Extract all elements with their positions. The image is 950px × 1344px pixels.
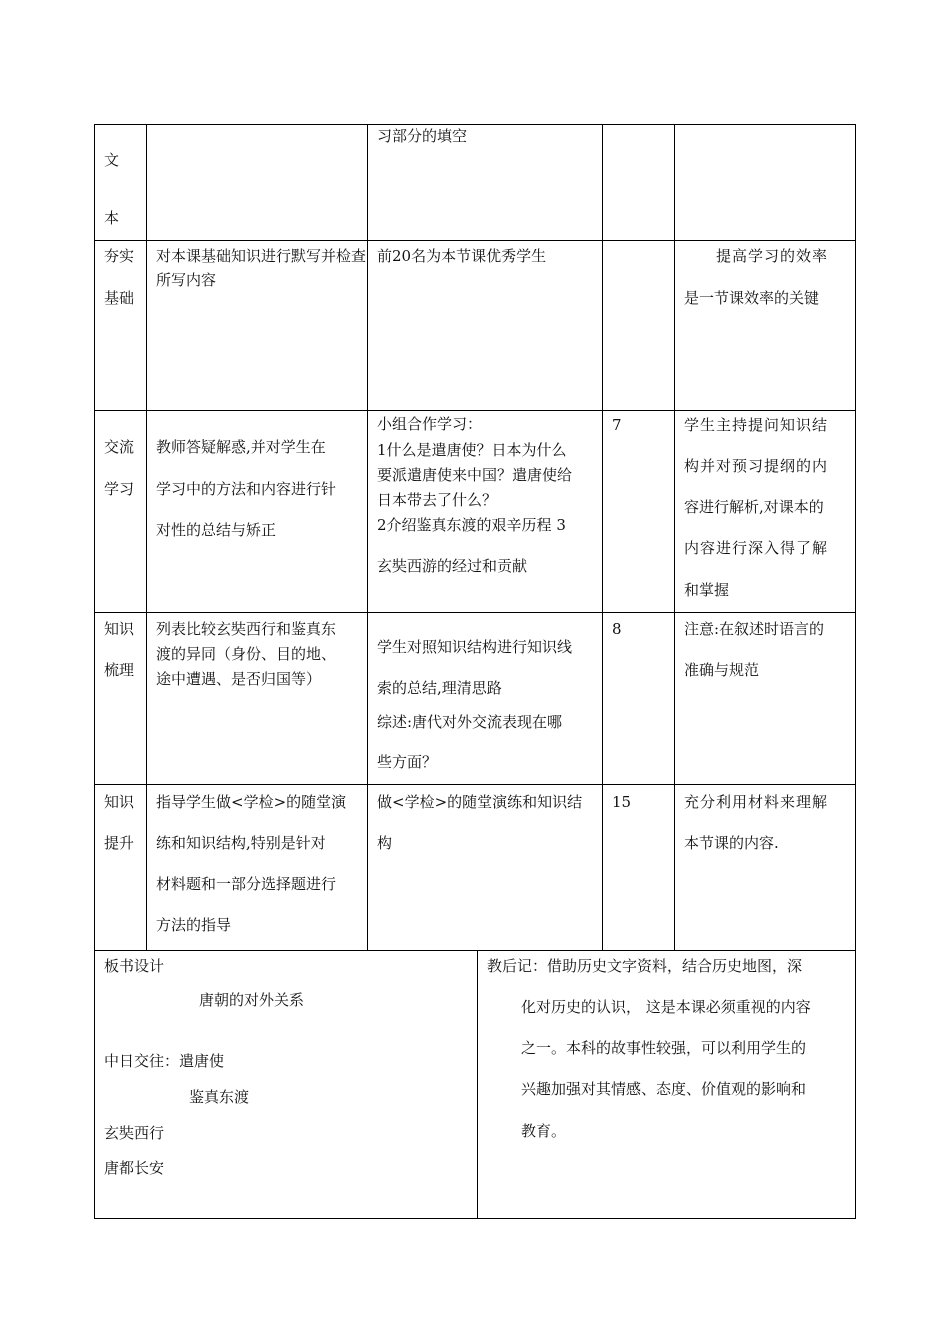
design-intent: 内容进行深入得了解	[684, 539, 829, 557]
teacher-activity: 练和知识结构,特别是针对	[156, 834, 326, 852]
student-activity: 构	[377, 834, 393, 852]
teacher-activity: 对性的总结与矫正	[156, 521, 277, 539]
design-intent: 充分利用材料来理解	[684, 793, 829, 811]
student-activity: 习部分的填空	[377, 127, 468, 145]
design-intent: 构并对预习提纲的内	[684, 457, 829, 475]
design-intent: 本节课的内容.	[684, 834, 779, 852]
reflection-line: 之一。本科的故事性较强，可以利用学生的	[521, 1039, 807, 1057]
row-label: 文	[104, 151, 120, 169]
table-border-left	[94, 124, 95, 1219]
minutes: 15	[612, 793, 632, 811]
design-intent: 容进行解析,对课本的	[684, 498, 824, 516]
teacher-activity: 材料题和一部分选择题进行	[156, 875, 337, 893]
board-line: 中日交往：遣唐使	[104, 1052, 225, 1070]
teacher-activity: 学习中的方法和内容进行针	[156, 480, 337, 498]
student-activity: 学生对照知识结构进行知识线	[377, 638, 573, 656]
row-divider	[94, 410, 856, 411]
student-activity: 索的总结,理清思路	[377, 679, 502, 697]
column-divider	[367, 124, 368, 950]
reflection-line: 化对历史的认识， 这是本课必须重视的内容	[521, 998, 811, 1016]
row-label: 学习	[104, 480, 135, 498]
design-intent: 准确与规范	[684, 661, 760, 679]
row-label: 知识	[104, 793, 135, 811]
column-divider	[674, 124, 675, 950]
teacher-activity: 教师答疑解惑,并对学生在	[156, 438, 326, 456]
teacher-activity: 指导学生做<学检>的随堂演	[156, 793, 347, 811]
bottom-section-divider	[477, 950, 478, 1218]
student-activity: 玄奘西游的经过和贡献	[377, 557, 528, 575]
design-intent: 提高学习的效率	[716, 247, 829, 265]
reflection-line: 教育。	[521, 1122, 567, 1140]
student-activity: 做<学检>的随堂演练和知识结	[377, 793, 583, 811]
student-activity: 小组合作学习：	[377, 415, 483, 433]
column-divider	[146, 124, 147, 950]
reflection-line: 兴趣加强对其情感、态度、价值观的影响和	[521, 1080, 807, 1098]
student-activity: 要派遣唐使来中国？遣唐使给	[377, 466, 573, 484]
design-intent: 是一节课效率的关键	[684, 289, 820, 307]
row-label: 提升	[104, 834, 135, 852]
table-border-right	[855, 124, 856, 1219]
student-activity: 日本带去了什么？	[377, 491, 498, 509]
design-intent: 注意:在叙述时语言的	[684, 620, 825, 638]
design-intent: 和掌握	[684, 581, 730, 599]
row-divider	[94, 612, 856, 613]
minutes: 7	[612, 416, 622, 434]
row-divider	[94, 950, 856, 951]
row-label: 本	[104, 209, 120, 227]
row-label: 夯实	[104, 247, 135, 265]
student-activity: 综述:唐代对外交流表现在哪	[377, 713, 563, 731]
column-divider	[602, 124, 603, 950]
row-label: 基础	[104, 289, 135, 307]
board-line: 鉴真东渡	[189, 1088, 250, 1106]
row-label: 梳理	[104, 661, 135, 679]
board-line: 唐都长安	[104, 1159, 165, 1177]
table-border-top	[94, 124, 856, 125]
row-divider	[94, 784, 856, 785]
teacher-activity: 列表比较玄奘西行和鉴真东	[156, 620, 337, 638]
teacher-activity: 方法的指导	[156, 916, 232, 934]
row-label: 知识	[104, 620, 135, 638]
student-activity: 1什么是遣唐使？日本为什么	[377, 441, 567, 459]
row-divider	[94, 240, 856, 241]
reflection-line: 教后记：借助历史文字资料，结合历史地图，深	[487, 957, 803, 975]
student-activity: 2介绍鉴真东渡的艰辛历程 3	[377, 516, 566, 534]
row-label: 交流	[104, 438, 135, 456]
teacher-activity: 渡的异同（身份、目的地、	[156, 645, 337, 663]
teacher-activity: 途中遭遇、是否归国等）	[156, 670, 322, 688]
student-activity: 些方面？	[377, 753, 438, 771]
minutes: 8	[612, 620, 622, 638]
board-line: 玄奘西行	[104, 1124, 165, 1142]
board-title: 唐朝的对外关系	[199, 991, 305, 1009]
table-border-bottom	[94, 1218, 856, 1219]
teacher-activity: 对本课基础知识进行默写并检查所写内容	[156, 247, 367, 289]
student-activity: 前20名为本节课优秀学生	[377, 247, 547, 265]
design-intent: 学生主持提问知识结	[684, 416, 829, 434]
board-heading: 板书设计	[104, 957, 165, 975]
